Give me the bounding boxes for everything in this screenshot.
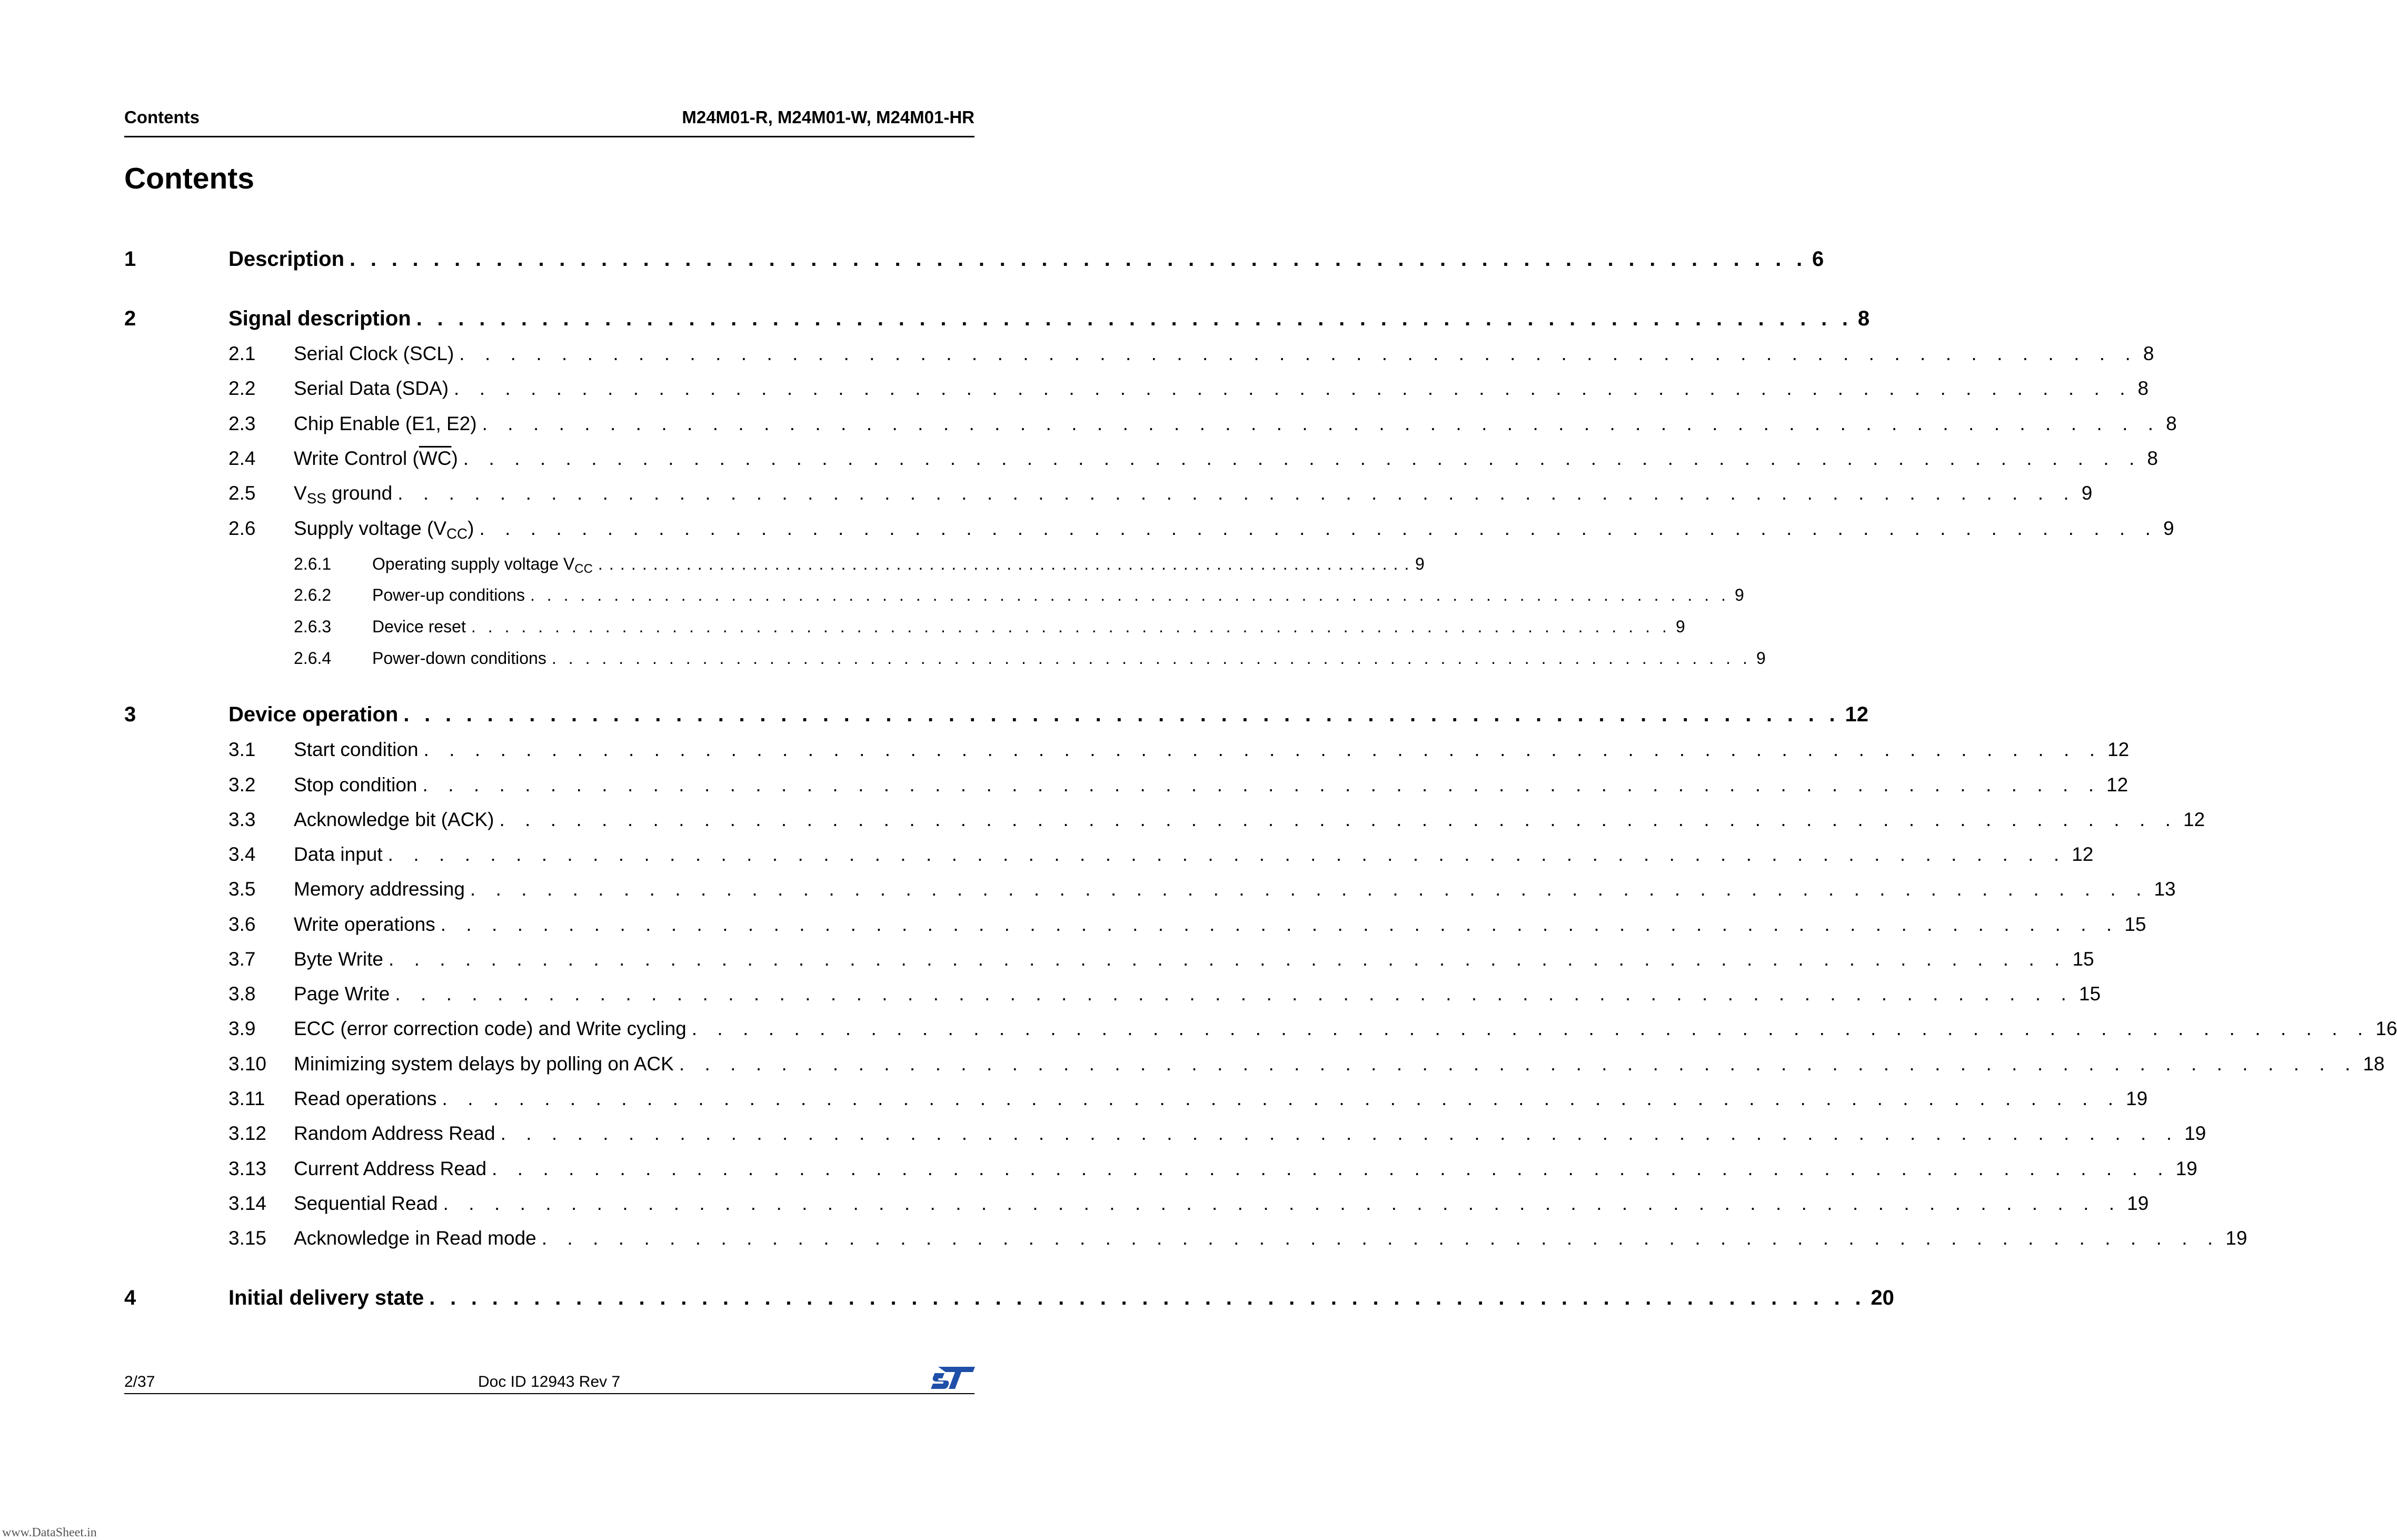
running-header-part-numbers: M24M01-R, M24M01-W, M24M01-HR <box>682 107 974 127</box>
toc-title: Initial delivery state <box>228 1286 424 1309</box>
toc-number: 3 <box>124 703 136 726</box>
dot-leader: . . . . . . . . . . . . . . . . . . . . . . . . . . . . . . . . . . . . . . . . . . . . . . . . . . . . . . . . . . . . . . . . . . <box>397 482 2076 504</box>
footer-doc-id: Doc ID 12943 Rev 7 <box>478 1373 621 1390</box>
toc-title: Serial Clock (SCL) <box>294 343 454 364</box>
toc-page: 15 <box>2078 983 2101 1005</box>
toc-title: $V_{SS}$ ground <box>294 482 393 506</box>
dot-leader: . . . . . . . . . . . . . . . . . . . . . . . . . . . . . . . . . . . . . . . . . . . . . . . . . . . . . . . . . . . . . . . . . . <box>679 1053 2358 1075</box>
dot-leader: . . . . . . . . . . . . . . . . . . . . . . . . . . . . . . . . . . . . . . . . . . . . . . . . . . . . . . . . . . . . . . . . . . <box>482 413 2161 434</box>
toc-page: 18 <box>2363 1053 2385 1075</box>
toc-number: 3.8 <box>228 983 256 1005</box>
footer-page-number: 2/37 <box>124 1373 155 1390</box>
toc-number: 3.13 <box>228 1158 267 1179</box>
toc-number: 2.1 <box>228 343 256 364</box>
toc-page: 12 <box>2183 809 2205 830</box>
toc-entry-3-6[interactable] <box>0 913 2146 943</box>
toc-title: Random Address Read <box>294 1122 495 1144</box>
toc-number: 3.15 <box>228 1227 267 1249</box>
toc-entry-3-8[interactable] <box>0 983 2101 1012</box>
toc-page: 12 <box>2106 774 2129 796</box>
toc-title: Data input <box>294 843 383 865</box>
toc-entry-3-7[interactable] <box>0 948 2094 978</box>
dot-leader: . . . . . . . . . . . . . . . . . . . . . . . . . . . . . . . . . . . . . . . . . . . . . . . . . . . . . . . . . . . . . . . . . . <box>691 1018 2371 1039</box>
toc-entry-3-3[interactable] <box>0 809 2205 838</box>
toc-number: 3.3 <box>228 809 256 830</box>
dot-leader: . . . . . . . . . . . . . . . . . . . . . . . . . . . . . . . . . . . . . . . . . . . . . . . . . . . . . . . . . . . . . . . . . . . . . <box>429 1286 1866 1309</box>
toc-number: 2.6.3 <box>294 617 332 636</box>
footer-rule <box>124 1393 974 1394</box>
toc-page: 8 <box>2137 377 2149 399</box>
toc-number: 3.14 <box>228 1193 267 1214</box>
toc-number: 3.6 <box>228 913 256 935</box>
toc-title: Page Write <box>294 983 390 1005</box>
toc-page: 20 <box>1871 1286 1894 1309</box>
toc-number: 3.10 <box>228 1053 267 1075</box>
dot-leader: . . . . . . . . . . . . . . . . . . . . . . . . . . . . . . . . . . . . . . . . . . . . . . . . . . . . . . . . . . . . . . . . . . . . . . <box>350 247 1807 271</box>
toc-page: 8 <box>2143 343 2154 364</box>
toc-entry-2-3[interactable] <box>0 413 2177 442</box>
toc-number: 2.4 <box>228 448 256 469</box>
dot-leader: . . . . . . . . . . . . . . . . . . . . . . . . . . . . . . . . . . . . . . . . . . . . . . . . . . . . . . . . . . . . . . . . . . <box>387 843 2067 865</box>
toc-number: 3.11 <box>228 1088 265 1109</box>
toc-page: 15 <box>2072 948 2094 970</box>
toc-entry-2-1[interactable] <box>0 343 2154 372</box>
dot-leader: . . . . . . . . . . . . . . . . . . . . . . . . . . . . . . . . . . . . . . . . . . . . . . . . . . . . . . . . . . . . . . . . . . <box>442 1088 2121 1109</box>
toc-number: 3.1 <box>228 739 256 760</box>
dot-leader: . . . . . . . . . . . . . . . . . . . . . . . . . . . . . . . . . . . . . . . . . . . . . . . . . . . . . . . . . . . . . . . . . . <box>499 809 2178 830</box>
toc-title: Byte Write <box>294 948 383 970</box>
toc-page: 19 <box>2126 1088 2148 1109</box>
toc-page: 8 <box>1857 307 1870 330</box>
dot-leader: . . . . . . . . . . . . . . . . . . . . . . . . . . . . . . . . . . . . . . . . . . . . . . . . . . . . . . . . . . . . . . . . . . . . . . . . <box>530 585 1730 604</box>
running-header-section: Contents <box>124 107 200 127</box>
toc-entry-3-9[interactable] <box>0 1018 2397 1047</box>
toc-page: 9 <box>1735 585 1744 604</box>
page-title: Contents <box>124 162 254 195</box>
toc-entry-2-6-3[interactable] <box>0 617 1685 647</box>
toc-page: 12 <box>2107 739 2130 760</box>
toc-page: 8 <box>2166 413 2177 434</box>
toc-page: 19 <box>2175 1158 2197 1179</box>
toc-page: 19 <box>2127 1193 2149 1214</box>
dot-leader: . . . . . . . . . . . . . . . . . . . . . . . . . . . . . . . . . . . . . . . . . . . . . . . . . . . . . . . . . . . . . . . . . . <box>479 518 2158 539</box>
toc-number: 2.6.4 <box>294 649 332 668</box>
toc-entry-3-15[interactable] <box>0 1227 2247 1257</box>
toc-page: 12 <box>1845 703 1868 726</box>
toc-entry-3-1[interactable] <box>0 739 2130 768</box>
toc-title: Device operation <box>228 703 399 726</box>
dot-leader: . . . . . . . . . . . . . . . . . . . . . . . . . . . . . . . . . . . . . . . . . . . . . . . . . . . . . . . . . . . . . . . . . . <box>440 913 2120 935</box>
toc-title: Chip Enable (E1, E2) <box>294 413 477 434</box>
toc-entry-1[interactable] <box>0 247 1824 277</box>
toc-title: Write Control $(\overline{WC})$ <box>294 448 458 469</box>
dot-leader: . . . . . . . . . . . . . . . . . . . . . . . . . . . . . . . . . . . . . . . . . . . . . . . . . . . . . . . . . . . . . . . . . . . . . <box>416 307 1853 330</box>
toc-number: 2.2 <box>228 377 256 399</box>
toc-title: Acknowledge bit (ACK) <box>294 809 494 830</box>
toc-number: 2.6.2 <box>294 585 332 604</box>
toc-number: 3.12 <box>228 1122 267 1144</box>
toc-entry-3-13[interactable] <box>0 1158 2197 1187</box>
toc-entry-2-6-1[interactable] <box>0 554 1425 584</box>
toc-title: Serial Data (SDA) <box>294 377 449 399</box>
toc-number: 1 <box>124 247 136 271</box>
dot-leader: . . . . . . . . . . . . . . . . . . . . . . . . . . . . . . . . . . . . . . . . . . . . . . . . . . . . . . . . . . . . . . . . . . . . . . . . . . <box>598 554 1410 573</box>
wc-overline-signal: $\overline{WC}$ <box>419 448 452 469</box>
dot-leader: . . . . . . . . . . . . . . . . . . . . . . . . . . . . . . . . . . . . . . . . . . . . . . . . . . . . . . . . . . . . . . . . . . <box>500 1122 2180 1144</box>
toc-title: Device reset <box>372 617 466 636</box>
dot-leader: . . . . . . . . . . . . . . . . . . . . . . . . . . . . . . . . . . . . . . . . . . . . . . . . . . . . . . . . . . . . . . . . . . <box>492 1158 2171 1179</box>
toc-page: 19 <box>2225 1227 2247 1249</box>
dot-leader: . . . . . . . . . . . . . . . . . . . . . . . . . . . . . . . . . . . . . . . . . . . . . . . . . . . . . . . . . . . . . . . . . . <box>443 1193 2122 1214</box>
toc-title: Start condition <box>294 739 419 760</box>
toc-entry-2-2[interactable] <box>0 377 2149 407</box>
toc-entry-2-4[interactable] <box>0 448 2158 477</box>
toc-entry-2-6[interactable] <box>0 518 2174 547</box>
toc-title: Write operations <box>294 913 435 935</box>
toc-entry-3-14[interactable] <box>0 1193 2149 1222</box>
toc-number: 3.7 <box>228 948 256 970</box>
toc-entry-3-10[interactable] <box>0 1053 2385 1082</box>
toc-title: Memory addressing <box>294 878 465 900</box>
dot-leader: . . . . . . . . . . . . . . . . . . . . . . . . . . . . . . . . . . . . . . . . . . . . . . . . . . . . . . . . . . . . . . . . . . <box>388 948 2067 970</box>
toc-page: 9 <box>1415 554 1425 573</box>
toc-title: Power-down conditions <box>372 649 546 668</box>
dot-leader: . . . . . . . . . . . . . . . . . . . . . . . . . . . . . . . . . . . . . . . . . . . . . . . . . . . . . . . . . . . . . . . . . . <box>541 1227 2221 1249</box>
toc-page: 9 <box>2081 482 2093 504</box>
toc-title: Stop condition <box>294 774 417 796</box>
dot-leader: . . . . . . . . . . . . . . . . . . . . . . . . . . . . . . . . . . . . . . . . . . . . . . . . . . . . . . . . . . . . . . . . . . . . . . . . <box>471 617 1670 636</box>
toc-entry-3-5[interactable] <box>0 878 2176 908</box>
toc-page: 12 <box>2072 843 2094 865</box>
dot-leader: . . . . . . . . . . . . . . . . . . . . . . . . . . . . . . . . . . . . . . . . . . . . . . . . . . . . . . . . . . . . . . . . . . . . . . . . <box>551 649 1751 668</box>
toc-page: 15 <box>2124 913 2146 935</box>
toc-page: 9 <box>2163 518 2174 539</box>
toc-entry-3-2[interactable] <box>0 774 2129 803</box>
toc-number: 3.9 <box>228 1018 256 1039</box>
toc-number: 3.2 <box>228 774 256 796</box>
toc-number: 2 <box>124 307 136 330</box>
dot-leader: . . . . . . . . . . . . . . . . . . . . . . . . . . . . . . . . . . . . . . . . . . . . . . . . . . . . . . . . . . . . . . . . . . <box>459 343 2138 364</box>
toc-title: Minimizing system delays by polling on ACK <box>294 1053 674 1075</box>
toc-entry-3-12[interactable] <box>0 1122 2206 1152</box>
toc-title: Operating supply voltage $V_{CC}$ <box>372 554 593 576</box>
toc-entry-4[interactable] <box>0 1286 1894 1316</box>
toc-page: 13 <box>2154 878 2176 900</box>
toc-title: Sequential Read <box>294 1193 438 1214</box>
toc-title: Current Address Read <box>294 1158 487 1179</box>
toc-page: 9 <box>1756 649 1766 668</box>
toc-title: Power-up conditions <box>372 585 525 604</box>
toc-number: 2.3 <box>228 413 256 434</box>
toc-page: 16 <box>2375 1018 2397 1039</box>
watermark: www.DataSheet.in <box>2 1526 97 1539</box>
dot-leader: . . . . . . . . . . . . . . . . . . . . . . . . . . . . . . . . . . . . . . . . . . . . . . . . . . . . . . . . . . . . . . . . . . <box>422 774 2102 796</box>
toc-number: 2.6 <box>228 518 256 539</box>
toc-number: 3.5 <box>228 878 256 900</box>
dot-leader: . . . . . . . . . . . . . . . . . . . . . . . . . . . . . . . . . . . . . . . . . . . . . . . . . . . . . . . . . . . . . . . . . . <box>454 377 2133 399</box>
st-logo-icon <box>931 1366 975 1390</box>
toc-entry-3-11[interactable] <box>0 1088 2148 1117</box>
toc-page: 6 <box>1812 247 1824 271</box>
toc-entry-3[interactable] <box>0 703 1868 732</box>
toc-title: Signal description <box>228 307 411 330</box>
toc-number: 4 <box>124 1286 136 1309</box>
toc-page: 8 <box>2147 448 2158 469</box>
toc-entry-2-6-2[interactable] <box>0 585 1744 615</box>
toc-title: Acknowledge in Read mode <box>294 1227 536 1249</box>
toc-title: Read operations <box>294 1088 437 1109</box>
toc-number: 2.6.1 <box>294 554 332 573</box>
dot-leader: . . . . . . . . . . . . . . . . . . . . . . . . . . . . . . . . . . . . . . . . . . . . . . . . . . . . . . . . . . . . . . . . . . <box>423 739 2103 760</box>
toc-page: 19 <box>2184 1122 2206 1144</box>
toc-entry-3-4[interactable] <box>0 843 2094 873</box>
toc-number: 2.5 <box>228 482 256 504</box>
dot-leader: . . . . . . . . . . . . . . . . . . . . . . . . . . . . . . . . . . . . . . . . . . . . . . . . . . . . . . . . . . . . . . . . . . . . . <box>403 703 1840 726</box>
dot-leader: . . . . . . . . . . . . . . . . . . . . . . . . . . . . . . . . . . . . . . . . . . . . . . . . . . . . . . . . . . . . . . . . . . <box>470 878 2149 900</box>
dot-leader: . . . . . . . . . . . . . . . . . . . . . . . . . . . . . . . . . . . . . . . . . . . . . . . . . . . . . . . . . . . . . . . . . . <box>463 448 2142 469</box>
toc-page: 9 <box>1675 617 1685 636</box>
toc-entry-2[interactable] <box>0 307 1870 336</box>
toc-title: Supply voltage $(V_{CC})$ <box>294 518 474 542</box>
toc-entry-2-5[interactable] <box>0 482 2093 512</box>
dot-leader: . . . . . . . . . . . . . . . . . . . . . . . . . . . . . . . . . . . . . . . . . . . . . . . . . . . . . . . . . . . . . . . . . . <box>395 983 2074 1005</box>
toc-title: ECC (error correction code) and Write cycling <box>294 1018 687 1039</box>
toc-entry-2-6-4[interactable] <box>0 649 1766 678</box>
header-rule <box>124 136 974 137</box>
toc-title: Description <box>228 247 345 271</box>
toc-number: 3.4 <box>228 843 256 865</box>
